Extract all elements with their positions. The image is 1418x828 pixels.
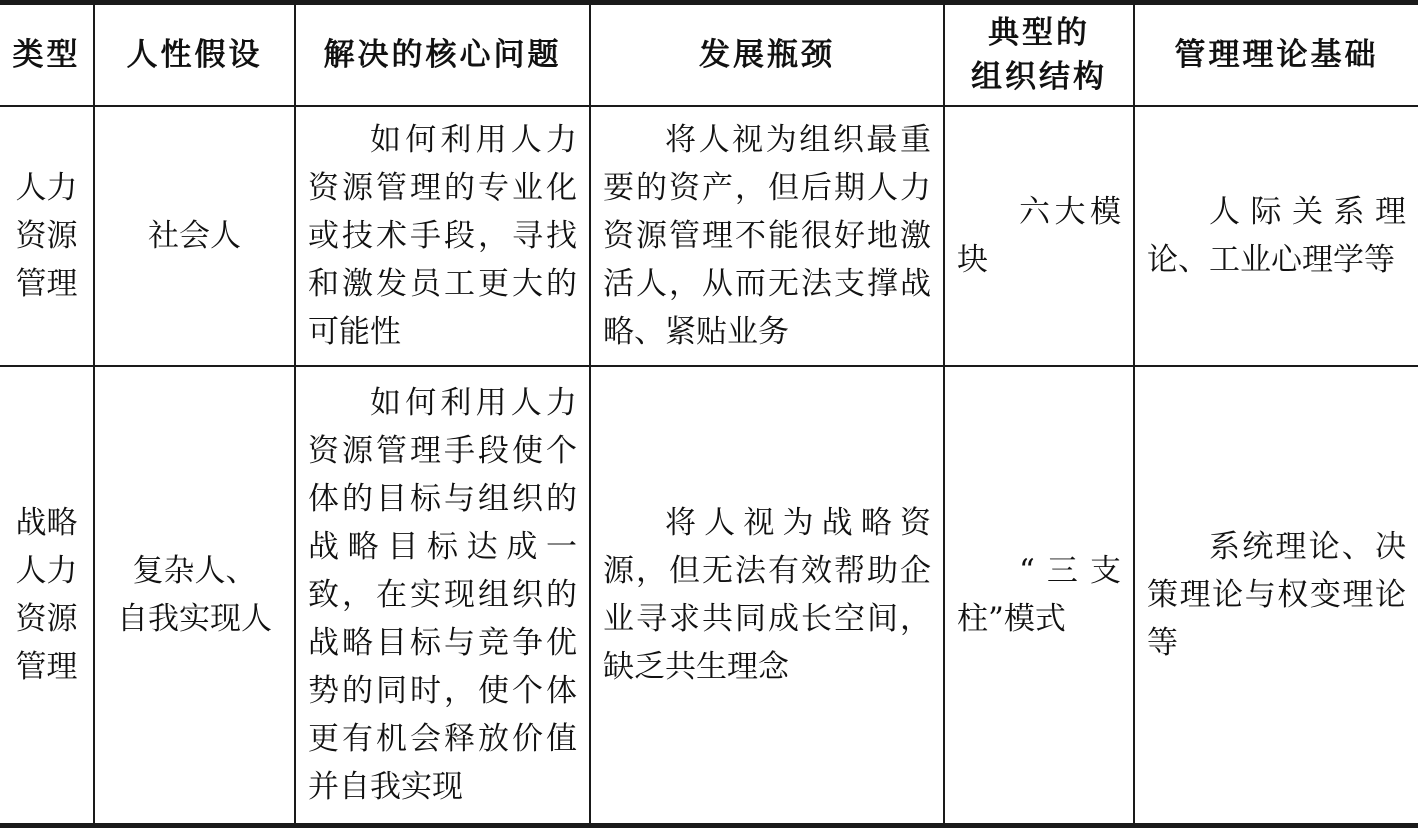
- type-line: 人力: [15, 553, 78, 590]
- assumption-line: 复杂人、: [132, 553, 257, 590]
- type-line: 管理: [15, 266, 78, 303]
- cell-bottleneck: 将人视为战略资源，但无法有效帮助企业寻求共同成长空间，缺乏共生理念: [590, 366, 944, 825]
- type-line: 管理: [15, 649, 78, 686]
- cell-type: [0, 366, 94, 825]
- cell-structure: 六大模块: [944, 106, 1134, 366]
- type-line: 人力: [15, 170, 78, 207]
- cell-assumption: [94, 366, 295, 825]
- header-structure-line-2: 组织结构: [971, 59, 1107, 95]
- header-core-problem: 解决的核心问题: [295, 3, 590, 107]
- type-line: 资源: [15, 601, 78, 638]
- header-type: 类型: [0, 3, 94, 107]
- table-row: [0, 106, 1418, 366]
- header-row: [0, 3, 1418, 107]
- cell-bottleneck: 将人视为组织最重要的资产，但后期人力资源管理不能很好地激活人，从而无法支撑战略、紧贴业务: [590, 106, 944, 366]
- type-line: 资源: [15, 218, 78, 255]
- header-theory: 管理理论基础: [1134, 3, 1418, 107]
- type-line: 战略: [15, 505, 78, 542]
- assumption-line: 自我实现人: [117, 601, 272, 638]
- cell-type: [0, 106, 94, 366]
- cell-structure: “三支柱”模式: [944, 366, 1134, 825]
- cell-theory: 人际关系理论、工业心理学等: [1134, 106, 1418, 366]
- header-structure: [944, 3, 1134, 107]
- cell-theory: 系统理论、决策理论与权变理论等: [1134, 366, 1418, 825]
- cell-assumption: 社会人: [94, 106, 295, 366]
- header-assumption: 人性假设: [94, 3, 295, 107]
- cell-core-problem: 如何利用人力资源管理的专业化或技术手段，寻找和激发员工更大的可能性: [295, 106, 590, 366]
- header-structure-line-1: 典型的: [988, 15, 1090, 51]
- table-row: [0, 366, 1418, 825]
- header-bottleneck: 发展瓶颈: [590, 3, 944, 107]
- cell-core-problem: 如何利用人力资源管理手段使个体的目标与组织的战略目标达成一致，在实现组织的战略目标与竞争优势的同时，使个体更有机会释放价值并自我实现: [295, 366, 590, 825]
